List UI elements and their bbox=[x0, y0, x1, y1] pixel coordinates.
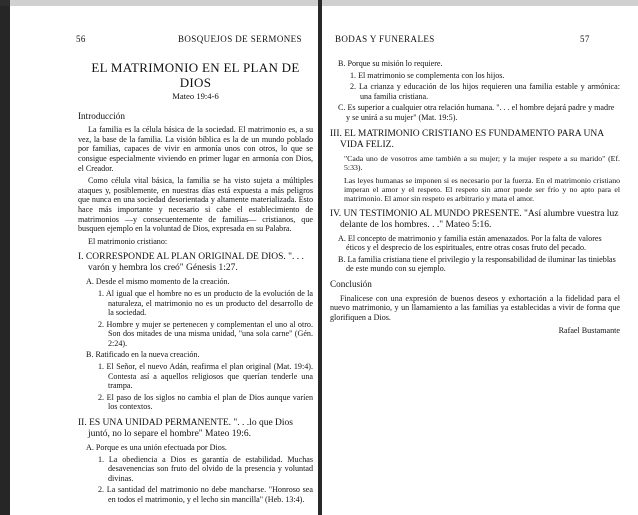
intro-paragraph-1: La familia es la célula básica de la sociedad. El matrimonio es, a su vez, la base de la familia. La visión bíblica es la de un mundo poblado por familias, capaces de vivir en armonía unos con otros, lo que se consigue especialmente viviendo en primer lugar en armonía con Dios, el Creador. bbox=[78, 125, 313, 173]
section-2-b-1: 1. El matrimonio se complementa con los hijos. bbox=[350, 70, 505, 80]
left-running-head: BOSQUEJOS DE SERMONES bbox=[178, 34, 302, 44]
left-content bbox=[78, 60, 313, 507]
section-1-a-1: 1. Al igual que el hombre no es un producto de la evolución de la naturaleza, el matrimonio no es un producto del desarrollo de la sociedad. bbox=[98, 288, 313, 318]
section-4-a: A. El concepto de matrimonio y familia están amenazados. Por la falta de valores éticos y el desprecio de los espirituales, entre otras cosas fruto del pecado. bbox=[338, 233, 602, 253]
section-3-quote-1: "Cada uno de vosotros ame también a su mujer; y la mujer respete a su marido" (Ef. 5:33). bbox=[344, 153, 620, 172]
section-1-heading: I. CORRESPONDE AL PLAN ORIGINAL DE DIOS. ". . . varón y hembra los creó" Génesis 1:27. bbox=[78, 252, 304, 274]
left-page-number: 56 bbox=[76, 34, 86, 44]
intro-heading: Introducción bbox=[78, 110, 125, 121]
sermon-title: EL MATRIMONIO EN EL PLAN DE DIOS bbox=[91, 60, 300, 90]
section-2-heading: II. ES UNA UNIDAD PERMANENTE. ". . .lo que Dios juntó, no lo separe el hombre" Mateo 19:6. bbox=[78, 418, 293, 440]
intro-paragraph-2: Como célula vital básica, la familia se ha visto sujeta a múltiples ataques y, posiblemente, en nuestras días está expuesta a más peligros que nunca en una sociedad desorientada y altamente materializada. Esto hace más importante y necesario si cabe el establecimiento de matrimonios —y consecuentemente de familias— cristianos, que busquen ejemplo en la voluntad de Dios, expresada en su Palabra. bbox=[78, 176, 313, 234]
section-2-a-2: 2. La santidad del matrimonio no debe mancharse. "Honroso sea en todos el matrimonio, y el lecho sin mancilla" (Heb. 13:4). bbox=[98, 485, 313, 504]
section-2-a-1: 1. La obediencia a Dios es garantía de estabilidad. Muchas desavenencias son fruto del olvido de la presencia y voluntad divinas. bbox=[98, 454, 313, 483]
right-page-number: 57 bbox=[580, 34, 590, 44]
section-4-heading: IV. UN TESTIMONIO AL MUNDO PRESENTE. "Así alumbre vuestra luz delante de los hombres. . ." Mateo 5:16. bbox=[330, 208, 619, 230]
right-running-head: BODAS Y FUNERALES bbox=[335, 34, 435, 44]
section-1-b-2: 2. El paso de los siglos no cambia el plan de Dios aunque varíen los contextos. bbox=[98, 392, 313, 412]
conclusion-heading: Conclusión bbox=[330, 278, 372, 289]
section-3-quote-2: Las leyes humanas se imponen si es necesario por la fuerza. En el matrimonio cristiano imperan el amor y el respeto. El respeto sin amor puede ser frío y no apto para el matrimonio. El amor sin respeto es arbitrario y mata el amor. bbox=[344, 175, 620, 203]
section-1-b: B. Ratificado en la nueva creación. bbox=[86, 350, 200, 360]
section-1-a-2: 2. Hombre y mujer se pertenecen y complementan el uno al otro. Son dos mitades de una misma unidad, "una sola carne" (Gén. 2:24). bbox=[98, 319, 313, 348]
section-2-a: A. Porque es una unión efectuada por Dios. bbox=[86, 443, 227, 453]
section-1-b-1: 1. El Señor, el nuevo Adán, reafirma el plan original (Mat. 19:4). Contesta así a aquellos religiosos que querían tenderle una trampa. bbox=[98, 362, 313, 391]
section-1-a: A. Desde el mismo momento de la creación. bbox=[86, 277, 230, 287]
scripture-reference: Mateo 19:4-6 bbox=[172, 91, 219, 101]
section-2-c: C. Es superior a cualquier otra relación humana. ". . . el hombre dejará padre y madre y se unirá a su mujer" (Mat. 19:5). bbox=[338, 103, 615, 122]
section-3-heading: III. EL MATRIMONIO CRISTIANO ES FUNDAMENTO PARA UNA VIDA FELIZ. bbox=[330, 128, 604, 150]
right-content bbox=[330, 57, 620, 336]
intro-paragraph-3: El matrimonio cristiano: bbox=[88, 236, 168, 246]
section-2-b: B. Porque su misión lo requiere. bbox=[338, 59, 443, 68]
conclusion-paragraph: Finalicese con una expresión de buenos deseos y exhortación a la fidelidad para el nuevo matrimonio, y un llamamiento a las familias ya establecidas a vivir de forma que glorifiquen a Dios. bbox=[330, 293, 620, 322]
author-signature: Rafael Bustamante bbox=[558, 326, 620, 336]
section-4-b: B. La familia cristiana tiene el privilegio y la responsabilidad de iluminar las tinieblas de este mundo con su ejemplo. bbox=[338, 254, 616, 274]
section-2-b-2: 2. La crianza y educación de los hijos requieren una familia estable y armónica: una familia cristiana. bbox=[350, 82, 620, 101]
